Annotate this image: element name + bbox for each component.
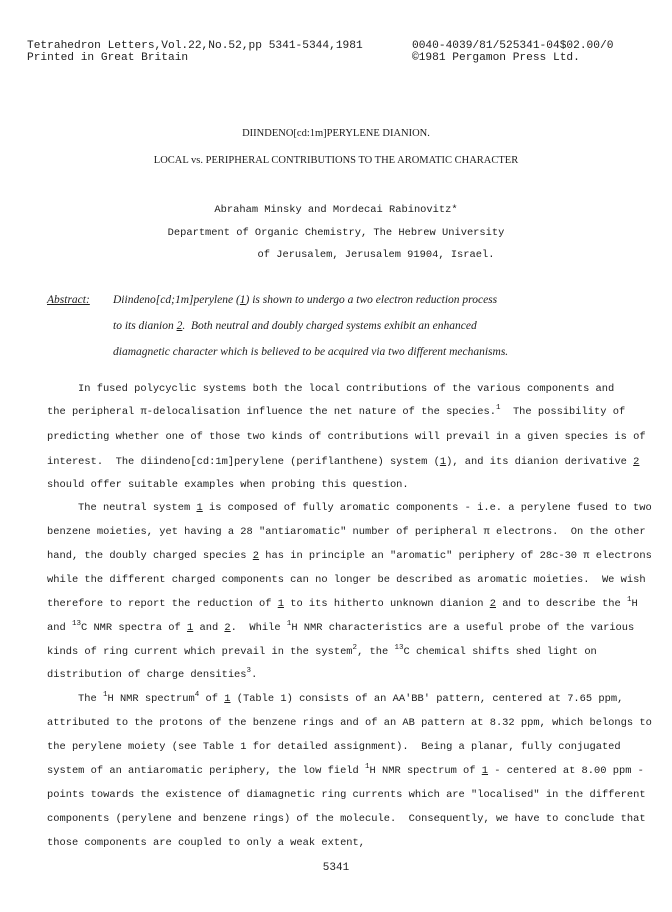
compound-ref: 1 — [481, 765, 489, 777]
text: The neutral system — [78, 502, 197, 514]
body-line — [78, 693, 623, 705]
isotope-superscript: 13 — [71, 620, 81, 628]
abstract-text: Diindeno[cd;1m]perylene ( — [113, 294, 240, 306]
abstract-text: ) is shown to undergo a two electron reduction process — [245, 294, 498, 306]
body-line: the perylene moiety (see Table 1 for detailed assignment). Being a planar, fully conjugated — [47, 741, 621, 753]
compound-ref: 1 — [196, 502, 203, 514]
body-line: predicting whether one of those two kinds of contributions will prevail in a given species is of — [47, 431, 646, 443]
paper-title: DIINDENO[cd:1m]PERYLENE DIANION. — [242, 128, 430, 139]
compound-ref: 1 — [224, 693, 231, 705]
issn-code: 0040-4039/81/525341-04$02.00/0 — [412, 40, 614, 52]
body-line: while the different charged components can no longer be described as aromatic moieties. We wish — [47, 574, 646, 586]
text: and — [47, 622, 72, 634]
text: and — [193, 622, 225, 634]
page-number: 5341 — [322, 862, 350, 874]
text: - centered at 8.00 ppm - — [488, 765, 644, 777]
isotope-superscript: 1 — [365, 763, 370, 771]
body-line — [47, 646, 597, 658]
body-line: points towards the existence of diamagnetic ring currents which are "localised" in the different — [47, 789, 646, 801]
text: distribution of charge densities — [47, 669, 247, 681]
body-line: should offer suitable examples when probing this question. — [47, 479, 409, 491]
journal-citation: Tetrahedron Letters,Vol.22,No.52,pp 5341-5344,1981 — [27, 40, 363, 52]
body-line: attributed to the protons of the benzene rings and of an AB pattern at 8.32 ppm, which belongs to — [47, 717, 652, 729]
authors: Abraham Minsky and Mordecai Rabinovitz* — [214, 204, 458, 216]
body-line: In fused polycyclic systems both the local contributions of the various components and — [78, 383, 615, 395]
compound-ref: 1 — [186, 622, 194, 634]
body-line — [47, 456, 639, 468]
printed-location: Printed in Great Britain — [27, 52, 189, 64]
body-line: components (perylene and benzene rings) of the molecule. Consequently, we have to conclude that — [47, 813, 646, 825]
footnote-ref: 4 — [194, 691, 200, 699]
body-line: those components are coupled to only a weak extent, — [47, 837, 366, 849]
paper-subtitle: LOCAL vs. PERIPHERAL CONTRIBUTIONS TO THE AROMATIC CHARACTER — [153, 155, 519, 166]
text: C chemical shifts shed light on — [403, 646, 597, 658]
text: the peripheral π-delocalisation influence the net nature of the species. — [47, 406, 496, 418]
text: system of an antiaromatic periphery, the low field — [47, 765, 366, 777]
isotope-superscript: 1 — [102, 691, 108, 699]
text: The — [78, 693, 103, 705]
isotope-superscript: 1 — [286, 620, 292, 628]
compound-ref: 1 — [277, 598, 284, 610]
text: to its hitherto unknown dianion — [283, 598, 490, 610]
compound-ref: 2 — [252, 550, 260, 562]
compound-ref: 2 — [489, 598, 496, 610]
text: H NMR spectrum — [107, 693, 195, 705]
text: of — [199, 693, 225, 705]
compound-ref: 1 — [439, 456, 447, 468]
isotope-superscript: 13 — [394, 644, 404, 652]
text: H NMR characteristics are a useful probe of the various — [291, 622, 635, 634]
text: hand, the doubly charged species — [47, 550, 253, 562]
compound-ref: 1 — [239, 294, 246, 306]
text: ), and its dianion derivative — [446, 456, 634, 468]
compound-ref: 2 — [224, 622, 231, 634]
body-line — [47, 669, 257, 681]
body-line — [47, 622, 634, 634]
text: therefore to report the reduction of — [47, 598, 278, 610]
text: The possibility of — [500, 406, 626, 418]
text: , the — [357, 646, 395, 658]
text: . While — [230, 622, 287, 634]
isotope-superscript: 1 — [626, 596, 632, 604]
text: H — [631, 598, 638, 610]
body-line — [47, 550, 652, 562]
text: kinds of ring current which prevail in the system — [47, 646, 353, 658]
compound-ref: 2 — [633, 456, 640, 468]
text: (Table 1) consists of an AA'BB' pattern, centered at 7.65 ppm, — [230, 693, 624, 705]
abstract-line-2 — [113, 320, 477, 332]
body-line: benzene moieties, yet having a 28 "antiaromatic" number of peripheral π electrons. On the other — [47, 526, 646, 538]
text: . — [251, 669, 258, 681]
footnote-ref: 1 — [495, 404, 501, 412]
text: H NMR spectrum of — [369, 765, 482, 777]
body-line — [47, 765, 644, 777]
abstract-text: to its dianion — [113, 320, 177, 332]
affiliation-line-1: Department of Organic Chemistry, The Hebrew University — [167, 227, 505, 239]
body-line — [78, 502, 652, 514]
compound-ref: 2 — [176, 320, 183, 332]
text: C NMR spectra of — [80, 622, 187, 634]
abstract-block — [47, 294, 90, 306]
footnote-ref: 3 — [246, 667, 252, 675]
body-line — [47, 406, 625, 418]
footnote-ref: 2 — [352, 644, 358, 652]
abstract-label: Abstract: — [47, 294, 90, 306]
copyright-notice: ©1981 Pergamon Press Ltd. — [412, 52, 580, 64]
text: interest. The diindeno[cd:1m]perylene (periflanthene) system ( — [47, 456, 440, 468]
text: is composed of fully aromatic components - i.e. a perylene fused to two — [202, 502, 652, 514]
text: and to describe the — [496, 598, 627, 610]
text: has in principle an "aromatic" periphery of 28c-30 π electrons — [259, 550, 652, 562]
abstract-line-3: diamagnetic character which is believed to be acquired via two different mechanisms. — [113, 346, 509, 358]
abstract-text: . Both neutral and doubly charged systems exhibit an enhanced — [182, 320, 477, 332]
affiliation-line-2: of Jerusalem, Jerusalem 91904, Israel. — [257, 249, 495, 261]
abstract-line-1 — [113, 294, 497, 306]
body-line — [47, 598, 638, 610]
